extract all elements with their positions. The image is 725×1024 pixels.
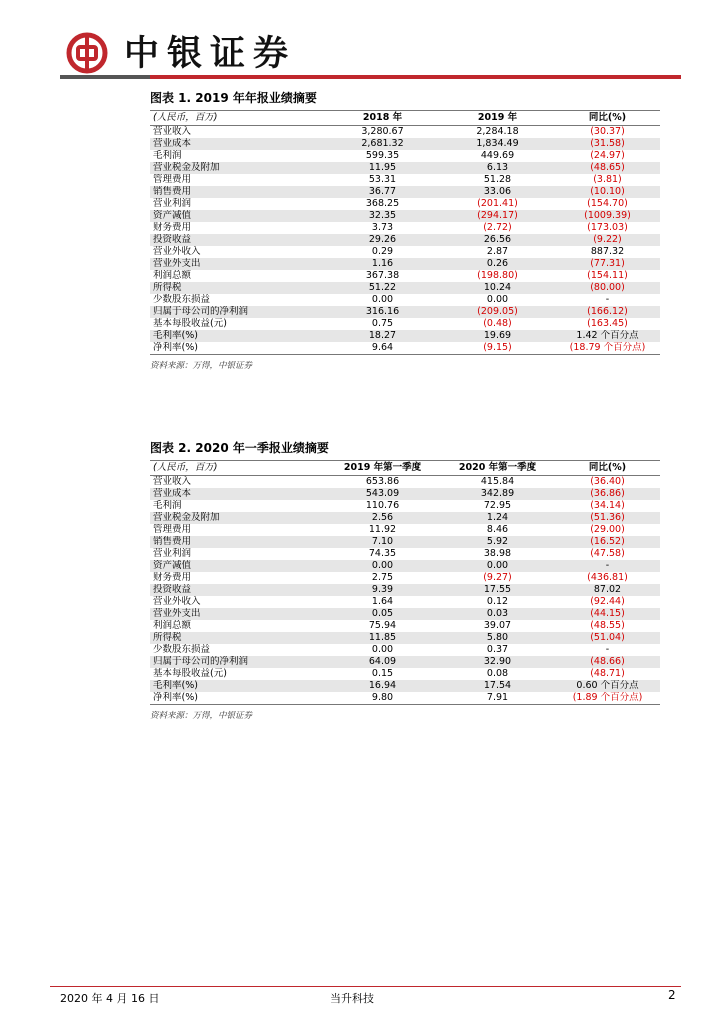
row-value-2: 1.24 — [440, 512, 555, 524]
row-value-2: 5.92 — [440, 536, 555, 548]
row-value-2: 51.28 — [483, 173, 512, 185]
table-row — [150, 306, 660, 318]
table2-header-unit: (人民币，百万) — [150, 461, 325, 475]
row-value-yoy: (31.58) — [555, 138, 660, 150]
row-label: 少数股东损益 — [153, 293, 211, 305]
row-label: 营业外支出 — [150, 608, 325, 620]
row-value-2: 10.24 — [440, 282, 555, 294]
table2-header-2019q1: 2019 年第一季度 — [325, 461, 440, 475]
row-value-1: 74.35 — [368, 547, 397, 559]
row-value-1: 53.31 — [368, 173, 397, 185]
table-row — [150, 150, 660, 162]
row-value-1: 11.95 — [325, 162, 440, 174]
row-value-1: 29.26 — [325, 234, 440, 246]
row-value-yoy: (18.79 个百分点) — [555, 342, 660, 355]
row-label: 营业收入 — [153, 125, 192, 137]
row-label: 利润总额 — [153, 619, 192, 631]
row-label: 营业收入 — [153, 475, 192, 487]
row-label: 毛利率(%) — [150, 680, 325, 692]
row-label: 营业外收入 — [153, 245, 201, 257]
row-value-2: 6.13 — [440, 162, 555, 174]
row-label: 财务费用 — [153, 571, 192, 583]
table-row — [150, 162, 660, 174]
table2-title: 图表 2. 2020 年一季报业绩摘要 — [150, 441, 329, 455]
row-value-yoy: 87.02 — [555, 584, 660, 596]
row-label: 营业税金及附加 — [150, 162, 325, 174]
table1-body — [150, 125, 660, 354]
row-value-1: 0.00 — [325, 560, 440, 572]
table-row — [150, 548, 660, 560]
row-value-yoy: 1.42 个百分点 — [555, 330, 660, 342]
row-label: 毛利率(%) — [150, 330, 325, 342]
row-value-1: 64.09 — [325, 656, 440, 668]
row-value-1: 11.85 — [325, 632, 440, 644]
row-label: 营业成本 — [150, 488, 325, 500]
table2-header-row — [150, 461, 660, 475]
table1-source: 资料来源：万得，中银证券 — [150, 360, 253, 371]
row-value-yoy: (48.55) — [590, 619, 625, 631]
table2-header-yoy: 同比(%) — [555, 461, 660, 475]
row-value-1: 9.39 — [325, 584, 440, 596]
row-value-yoy: (154.70) — [587, 197, 628, 209]
table-row — [150, 186, 660, 198]
row-value-yoy: (173.03) — [587, 221, 628, 233]
row-value-1: 368.25 — [365, 197, 400, 209]
row-label: 财务费用 — [153, 221, 192, 233]
table-row — [150, 210, 660, 222]
row-value-2: (9.15) — [440, 342, 555, 355]
row-label: 营业外收入 — [153, 595, 201, 607]
header-rule-red — [150, 75, 681, 79]
row-value-yoy: (48.66) — [555, 656, 660, 668]
row-value-yoy: (51.04) — [555, 632, 660, 644]
row-value-2: 17.55 — [440, 584, 555, 596]
row-value-2: 342.89 — [440, 488, 555, 500]
row-value-2: 0.03 — [440, 608, 555, 620]
row-label: 基本每股收益(元) — [153, 667, 227, 679]
row-value-yoy: (92.44) — [590, 595, 625, 607]
row-value-1: 0.29 — [371, 245, 394, 257]
table-row — [150, 318, 660, 330]
row-label: 毛利润 — [153, 499, 182, 511]
row-value-1: 32.35 — [325, 210, 440, 222]
row-label: 营业利润 — [153, 547, 192, 559]
row-value-yoy: (3.81) — [593, 173, 622, 185]
footer-rule — [50, 986, 681, 987]
row-label: 归属于母公司的净利润 — [150, 306, 325, 318]
table1-header-unit: (人民币，百万) — [150, 111, 325, 125]
table-row — [150, 282, 660, 294]
row-label: 归属于母公司的净利润 — [150, 656, 325, 668]
row-value-yoy: (48.65) — [555, 162, 660, 174]
row-value-yoy: (36.86) — [555, 488, 660, 500]
row-value-2: (201.41) — [477, 197, 518, 209]
table-row — [150, 656, 660, 668]
row-value-2: 72.95 — [483, 499, 512, 511]
row-value-2: 19.69 — [440, 330, 555, 342]
row-value-1: 316.16 — [325, 306, 440, 318]
row-value-1: 18.27 — [325, 330, 440, 342]
table-row — [150, 174, 660, 186]
page-header — [0, 0, 725, 84]
row-label: 管理费用 — [153, 523, 192, 535]
row-label: 销售费用 — [150, 536, 325, 548]
row-value-yoy: (16.52) — [555, 536, 660, 548]
row-label: 利润总额 — [153, 269, 192, 281]
row-value-yoy: (163.45) — [587, 317, 628, 329]
row-value-2: 0.08 — [486, 667, 509, 679]
row-value-yoy: (166.12) — [555, 306, 660, 318]
row-value-yoy: (10.10) — [555, 186, 660, 198]
table-row — [150, 138, 660, 150]
row-value-yoy: (44.15) — [555, 608, 660, 620]
table-row — [150, 222, 660, 234]
row-value-1: 0.75 — [371, 317, 394, 329]
row-label: 所得税 — [150, 632, 325, 644]
footer-date: 2020 年 4 月 16 日 — [60, 992, 160, 1005]
row-label: 营业外支出 — [150, 258, 325, 270]
row-value-2: 1,834.49 — [440, 138, 555, 150]
table-row — [150, 512, 660, 524]
table-row — [150, 560, 660, 572]
row-value-1: 75.94 — [368, 619, 397, 631]
row-value-2: 26.56 — [440, 234, 555, 246]
table-row — [150, 234, 660, 246]
table-row — [150, 500, 660, 512]
row-label: 资产减值 — [150, 210, 325, 222]
row-value-1: 16.94 — [325, 680, 440, 692]
row-label: 资产减值 — [150, 560, 325, 572]
table-row — [150, 294, 660, 306]
row-value-2: 415.84 — [480, 475, 515, 487]
table-row — [150, 488, 660, 500]
row-value-yoy: (36.40) — [590, 475, 625, 487]
row-value-yoy: (1009.39) — [555, 210, 660, 222]
row-value-2: 0.00 — [486, 293, 509, 305]
row-value-yoy: (80.00) — [555, 282, 660, 294]
table-row — [150, 572, 660, 584]
row-value-yoy: (30.37) — [590, 125, 625, 137]
row-label: 管理费用 — [153, 173, 192, 185]
table-row — [150, 620, 660, 632]
table1-header-yoy: 同比(%) — [555, 111, 660, 125]
table-row — [150, 342, 660, 355]
row-value-yoy: (24.97) — [590, 149, 625, 161]
row-value-yoy: (48.71) — [590, 667, 625, 679]
table-row — [150, 584, 660, 596]
row-value-yoy: - — [605, 643, 610, 655]
row-label: 投资收益 — [150, 584, 325, 596]
row-value-2: 2.87 — [486, 245, 509, 257]
row-value-2: 7.91 — [440, 692, 555, 705]
row-value-2: (9.27) — [483, 571, 512, 583]
row-value-2: 17.54 — [440, 680, 555, 692]
table-row — [150, 258, 660, 270]
row-value-2: (0.48) — [483, 317, 512, 329]
row-value-yoy: (51.36) — [555, 512, 660, 524]
row-label: 少数股东损益 — [153, 643, 211, 655]
row-value-1: 543.09 — [325, 488, 440, 500]
row-value-yoy: 887.32 — [590, 245, 625, 257]
row-value-2: (2.72) — [483, 221, 512, 233]
row-label: 营业利润 — [153, 197, 192, 209]
row-value-2: 0.26 — [440, 258, 555, 270]
row-label: 净利率(%) — [150, 692, 325, 705]
row-value-2: 39.07 — [483, 619, 512, 631]
table2-source: 资料来源：万得，中银证券 — [150, 710, 253, 721]
page-number: 2 — [668, 988, 676, 1002]
row-value-yoy: (47.58) — [590, 547, 625, 559]
row-label: 净利率(%) — [150, 342, 325, 355]
row-value-2: (198.80) — [477, 269, 518, 281]
table1 — [150, 111, 660, 355]
table-row — [150, 536, 660, 548]
row-value-yoy: (154.11) — [587, 269, 628, 281]
row-value-2: 0.37 — [486, 643, 509, 655]
row-value-yoy: (34.14) — [590, 499, 625, 511]
row-value-1: 2.75 — [371, 571, 394, 583]
row-value-2: (294.17) — [440, 210, 555, 222]
table-row — [150, 668, 660, 680]
row-label: 基本每股收益(元) — [153, 317, 227, 329]
row-value-1: 1.16 — [325, 258, 440, 270]
row-value-2: 33.06 — [440, 186, 555, 198]
row-value-1: 3,280.67 — [361, 125, 404, 137]
row-value-1: 0.05 — [325, 608, 440, 620]
row-value-1: 7.10 — [325, 536, 440, 548]
row-value-2: 449.69 — [480, 149, 515, 161]
row-value-1: 9.64 — [325, 342, 440, 355]
row-label: 销售费用 — [150, 186, 325, 198]
row-value-1: 0.00 — [371, 643, 394, 655]
table1-header-2019: 2019 年 — [440, 111, 555, 125]
row-value-1: 599.35 — [365, 149, 400, 161]
row-value-yoy: (29.00) — [590, 523, 625, 535]
table2 — [150, 461, 660, 705]
table2-section — [150, 440, 660, 721]
table-row — [150, 198, 660, 210]
row-value-2: 0.12 — [486, 595, 509, 607]
row-value-1: 11.92 — [368, 523, 397, 535]
row-value-2: 32.90 — [440, 656, 555, 668]
row-value-yoy: (77.31) — [555, 258, 660, 270]
row-label: 投资收益 — [150, 234, 325, 246]
table-row — [150, 475, 660, 488]
table-row — [150, 632, 660, 644]
table-row — [150, 596, 660, 608]
table-row — [150, 270, 660, 282]
row-value-2: 5.80 — [440, 632, 555, 644]
row-value-2: (209.05) — [440, 306, 555, 318]
row-label: 营业成本 — [150, 138, 325, 150]
row-value-2: 0.00 — [440, 560, 555, 572]
table1-title: 图表 1. 2019 年年报业绩摘要 — [150, 91, 317, 105]
row-label: 营业税金及附加 — [150, 512, 325, 524]
row-value-yoy: - — [605, 293, 610, 305]
row-value-yoy: (9.22) — [555, 234, 660, 246]
bank-of-china-logo-icon — [66, 32, 108, 74]
row-value-yoy: (436.81) — [587, 571, 628, 583]
row-value-2: 38.98 — [483, 547, 512, 559]
row-value-1: 2,681.32 — [325, 138, 440, 150]
table2-body — [150, 475, 660, 704]
table-row — [150, 330, 660, 342]
row-label: 毛利润 — [153, 149, 182, 161]
row-value-1: 0.15 — [371, 667, 394, 679]
footer-company: 当升科技 — [330, 992, 374, 1005]
table2-header-2020q1: 2020 年第一季度 — [440, 461, 555, 475]
row-value-1: 2.56 — [325, 512, 440, 524]
table-row — [150, 246, 660, 258]
row-label: 所得税 — [150, 282, 325, 294]
row-value-1: 51.22 — [325, 282, 440, 294]
row-value-1: 36.77 — [325, 186, 440, 198]
table-row — [150, 125, 660, 138]
brand-name: 中银证券 — [124, 33, 297, 74]
row-value-1: 367.38 — [365, 269, 400, 281]
row-value-1: 9.80 — [325, 692, 440, 705]
row-value-1: 110.76 — [365, 499, 400, 511]
table-row — [150, 644, 660, 656]
row-value-1: 3.73 — [371, 221, 394, 233]
row-value-1: 1.64 — [371, 595, 394, 607]
table-row — [150, 692, 660, 705]
row-value-yoy: - — [555, 560, 660, 572]
row-value-1: 0.00 — [371, 293, 394, 305]
row-value-1: 653.86 — [365, 475, 400, 487]
row-value-2: 8.46 — [486, 523, 509, 535]
row-value-yoy: (1.89 个百分点) — [555, 692, 660, 705]
table-row — [150, 524, 660, 536]
row-value-yoy: 0.60 个百分点 — [555, 680, 660, 692]
table1-section — [150, 90, 660, 371]
table-row — [150, 680, 660, 692]
table-row — [150, 608, 660, 620]
row-value-2: 2,284.18 — [476, 125, 519, 137]
table1-header-row — [150, 111, 660, 125]
table1-header-2018: 2018 年 — [325, 111, 440, 125]
